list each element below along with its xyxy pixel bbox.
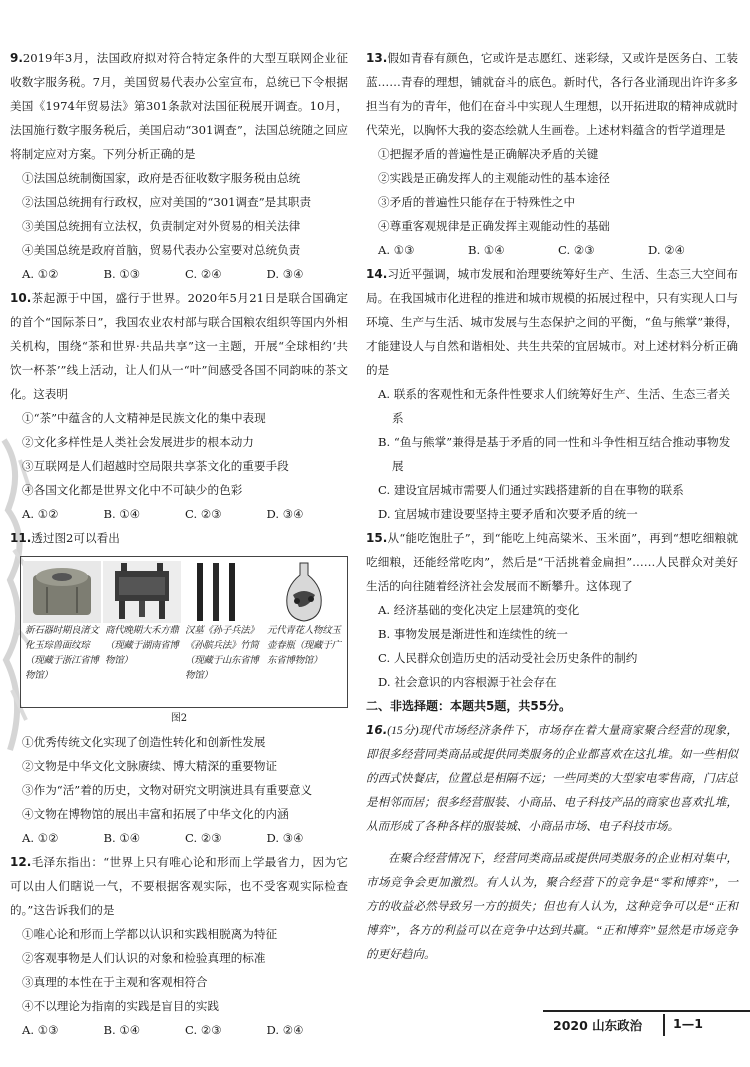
choice-c: C. 人民群众创造历史的活动受社会历史条件的制约 [378, 651, 638, 665]
question-stem: 茶起源于中国，盛行于世界。2020年5月21日是联合国确定的首个“国际茶日”，我国农业农村部与联合国粮农组织等国内外相关机构，围绕“茶和世界·共品共享”这一主题，开展“全球相约‘共饮一杯茶’”线上活动，让人们从一“叶”间感受各国不同韵味的茶文化。这表明 [10, 291, 348, 401]
question-stem: 从“能吃饱肚子”，到“能吃上纯高粱米、玉米面”，再到“想吃细粮就吃细粮，还能经常吃肉”，然后是“干活挑着金扁担”……人民群众对美好生活的向往随着经济社会发展而不断攀升。这体现了 [366, 531, 738, 593]
answer-c: C. ②③ [558, 243, 595, 257]
question-number: 9. [10, 51, 23, 65]
answer-d: D. ②④ [266, 1023, 304, 1037]
answer-d: D. ③④ [266, 267, 304, 281]
choice-b: B. “鱼与熊掌”兼得是基于矛盾的同一性和斗争性相互结合推动事物发展 [378, 435, 731, 473]
answer-a: A. ①③ [22, 1023, 59, 1037]
answer-c: C. ②④ [185, 267, 222, 281]
right-column [366, 46, 738, 967]
answer-b: B. ①④ [103, 507, 141, 521]
option-1: ①优秀传统文化实现了创造性转化和创新性发展 [22, 735, 266, 749]
page-number: 1—1 [673, 1016, 703, 1031]
answer-b: B. ①④ [468, 243, 505, 257]
answer-a: A. ①③ [378, 243, 415, 257]
option-4: ④尊重客观规律是正确发挥主观能动性的基础 [378, 219, 610, 233]
answer-choices [10, 502, 348, 526]
question-number: 14. [366, 267, 388, 281]
question-12 [10, 850, 348, 1042]
option-2: ②法国总统拥有行政权，应对美国的“301调查”是其职责 [22, 195, 312, 209]
figure-2 [20, 556, 348, 708]
question-number: 12. [10, 855, 32, 869]
option-4: ④美国总统是政府首脑，贸易代表办公室要对总统负责 [22, 243, 301, 257]
figure-item-bamboo-slips [183, 561, 261, 683]
question-11 [10, 526, 348, 850]
answer-a: A. ①② [22, 507, 59, 521]
question-number: 16. [366, 723, 388, 737]
question-number: 13. [366, 51, 388, 65]
question-number: 15. [366, 531, 388, 545]
page-footer [543, 1010, 750, 1038]
answer-choices [10, 1018, 348, 1042]
material-paragraph-2: 在聚合经营情况下，经营同类商品或提供同类服务的企业相对集中，市场竞争会更加激烈。有人认为，聚合经营下的竞争是“零和博弈”，一方的收益必然导致另一方的损失；但也有人认为，这种竞争可以是“正和博弈”，各方的利益可以在竞争中达到共赢。“正和博弈”显然是市场竞争的更好趋向。 [366, 852, 738, 961]
option-3: ③矛盾的普遍性只能存在于特殊性之中 [378, 195, 576, 209]
question-stem: 透过图2可以看出 [31, 531, 120, 545]
figure-caption: 商代晚期大禾方鼎（现藏于湖南省博物馆） [105, 625, 179, 666]
option-4: ④各国文化都是世界文化中不可缺少的色彩 [22, 483, 243, 497]
option-1: ①“茶”中蕴含的人文精神是民族文化的集中表现 [22, 411, 266, 425]
figure-title: 图2 [170, 713, 188, 724]
option-3: ③真理的本性在于主观和客观相符合 [22, 975, 208, 989]
material-paragraph-1: 现代市场经济条件下，市场存在着大量商家聚合经营的现象，即很多经营同类商品或提供同类服务的企业都喜欢在这扎堆。如一些相似的西式快餐店，位置总是相隔不远；一些同类的大型家电零售商，门店总是相邻而居；很多经营服装、小商品、电子科技产品的商家也喜欢扎堆，从而形成了各种各样的服装城、小商品市场、电子科技市场。 [366, 724, 738, 833]
option-2: ②实践是正确发挥人的主观能动性的基本途径 [378, 171, 610, 185]
option-2: ②文化多样性是人类社会发展进步的根本动力 [22, 435, 254, 449]
option-2: ②文物是中华文化文脉赓续、博大精深的重要物证 [22, 759, 278, 773]
jade-cong-image [23, 561, 101, 623]
option-3: ③美国总统拥有立法权，负责制定对外贸易的相关法律 [22, 219, 301, 233]
answer-a: A. ①② [22, 831, 59, 845]
figure-item-porcelain-vase [265, 561, 343, 668]
left-column [10, 46, 348, 1042]
option-1: ①法国总统制衡国家，政府是否征收数字服务税由总统 [22, 171, 301, 185]
answer-choices [366, 238, 738, 262]
figure-caption: 汉墓《孙子兵法》《孙膑兵法》竹简（现藏于山东省博物馆） [185, 625, 259, 681]
answer-d: D. ③④ [266, 507, 304, 521]
question-stem: 毛泽东指出：“世界上只有唯心论和形而上学最省力，因为它可以由人们瞎说一气，不要根据客观实际，也不受客观实际检查的。”这告诉我们的是 [10, 855, 348, 917]
question-number: 10. [10, 291, 32, 305]
option-1: ①把握矛盾的普遍性是正确解决矛盾的关键 [378, 147, 599, 161]
bronze-ding-image [103, 561, 181, 623]
answer-c: C. ②③ [185, 507, 222, 521]
option-4: ④文物在博物馆的展出丰富和拓展了中华文化的内涵 [22, 807, 289, 821]
porcelain-vase-image [265, 561, 343, 623]
answer-choices [10, 826, 348, 850]
bamboo-slips-image [183, 561, 261, 623]
footer-divider [663, 1014, 665, 1036]
question-stem: 习近平强调，城市发展和治理要统筹好生产、生活、生态三大空间布局。在我国城市化进程的推进和城市规模的拓展过程中，只有实现人口与环境、生产与生活、城市发展与生态保护之间的平衡，“鱼与熊掌”兼得，才能建设人与自然和谐相处、共生共荣的宜居城市。对上述材料分析正确的是 [366, 267, 738, 377]
answer-c: C. ②③ [185, 1023, 222, 1037]
option-3: ③作为“活”着的历史，文物对研究文明演进具有重要意义 [22, 783, 313, 797]
figure-caption: 元代青花人物纹玉壶春瓶（现藏于广东省博物馆） [267, 625, 341, 666]
option-1: ①唯心论和形而上学都以认识和实践相脱离为特征 [22, 927, 278, 941]
answer-b: B. ①④ [103, 831, 141, 845]
question-9 [10, 46, 348, 286]
section-heading: 二、非选择题：本题共5题，共55分。 [366, 699, 572, 713]
figure-item-bronze-ding [103, 561, 181, 668]
question-stem: 2019年3月，法国政府拟对符合特定条件的大型互联网企业征收数字服务税。7月，美国贸易代表办公室宣布，总统已下令根据美国《1974年贸易法》第301条款对法国征税展开调查。10月，法国施行数字服务税后，美国启动“301调查”，法国总统随之回应将制定应对方案。下列分析正确的是 [10, 51, 348, 161]
option-3: ③互联网是人们超越时空局限共享茶文化的重要手段 [22, 459, 289, 473]
footer-title: 2020 山东政治 [553, 1018, 643, 1033]
answer-choices [10, 262, 348, 286]
choice-d: D. 宜居城市建设要坚持主要矛盾和次要矛盾的统一 [378, 507, 638, 521]
choice-a: A. 经济基础的变化决定上层建筑的变化 [378, 603, 580, 617]
choice-a: A. 联系的客观性和无条件性要求人们统筹好生产、生活、生态三者关系 [378, 387, 730, 425]
option-2: ②客观事物是人们认识的对象和检验真理的标准 [22, 951, 266, 965]
option-4: ④不以理论为指南的实践是盲目的实践 [22, 999, 220, 1013]
question-14 [366, 262, 738, 526]
answer-c: C. ②③ [185, 831, 222, 845]
answer-a: A. ①② [22, 267, 59, 281]
question-10 [10, 286, 348, 526]
question-stem: 假如青春有颜色，它或许是志愿红、迷彩绿，又或许是医务白、工装蓝……青春的理想，铺就奋斗的底色。新时代，各行各业涌现出许许多多担当有为的青年，他们在奋斗中实现人生理想，以开拓进取的精神成就时代荣光，以胸怀大我的姿态绘就人生画卷。上述材料蕴含的哲学道理是 [366, 51, 738, 137]
choice-d: D. 社会意识的内容根源于社会存在 [378, 675, 557, 689]
answer-d: D. ③④ [266, 831, 304, 845]
choice-b: B. 事物发展是渐进性和连续性的统一 [378, 627, 568, 641]
figure-item-jade-cong [23, 561, 101, 683]
answer-b: B. ①④ [103, 1023, 141, 1037]
question-score: (15分) [387, 724, 419, 737]
figure-caption: 新石器时期良渚文化玉琮兽面纹琮（现藏于浙江省博物馆） [25, 625, 99, 681]
question-16 [366, 718, 738, 967]
question-number: 11. [10, 531, 32, 545]
answer-b: B. ①③ [103, 267, 141, 281]
question-13 [366, 46, 738, 262]
answer-d: D. ②④ [648, 243, 686, 257]
choice-c: C. 建设宜居城市需要人们通过实践搭建新的自在事物的联系 [378, 483, 684, 497]
question-15 [366, 526, 738, 694]
